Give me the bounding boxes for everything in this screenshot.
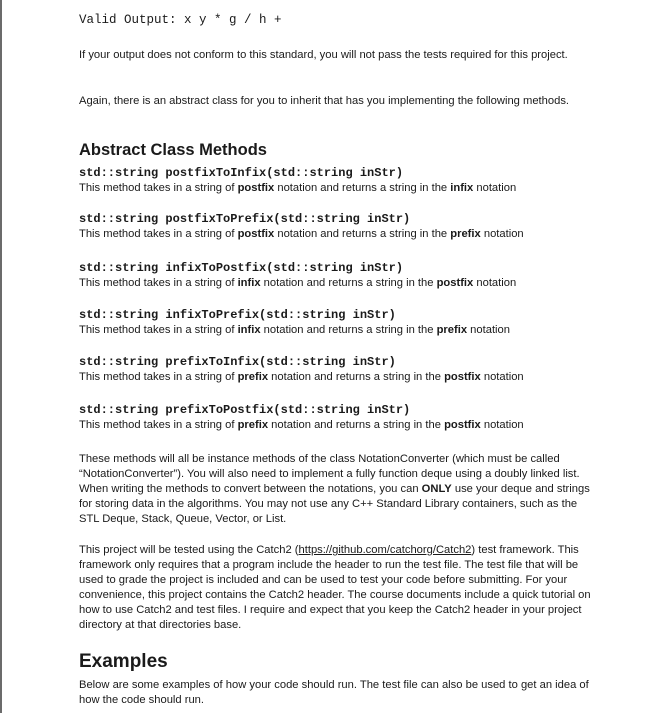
- examples-intro-paragraph: Below are some examples of how your code should run. The test file can also be used to get an idea of how the code should run.: [79, 679, 589, 706]
- method-postfix-to-prefix: [79, 212, 599, 242]
- method-signature: std::string postfixToInfix(std::string inStr): [79, 166, 404, 180]
- catch2-testing-paragraph: This project will be tested using the Catch2 (https://github.com/catchorg/Catch2) test framework. This framework only requires that a program include the header to run the test file. The test file that will be used to grade the project is included and can be used to test your code before submitting. For your convenience, this project contains the Catch2 header. The course documents include a quick tutorial on how to use Catch2 and test files. I require and expect that you keep the Catch2 header in your project directory at that directories base.: [79, 544, 591, 631]
- method-prefix-to-infix: [79, 355, 599, 385]
- method-infix-to-postfix: [79, 261, 599, 291]
- instance-methods-paragraph: These methods will all be instance methods of the class NotationConverter (which must be called “NotationConverter”). You will also need to implement a fully function deque using a doubly linked list. When writing the methods to convert between the notations, you can ONLY use your deque and strings for storing data in the algorithms. You may not use any C++ Standard Library containers, such as the STL Deque, Stack, Queue, Vector, or List.: [79, 453, 590, 525]
- abstract-class-intro-paragraph: Again, there is an abstract class for you to inherit that has you implementing the following methods.: [79, 95, 570, 107]
- method-description: This method takes in a string of infix notation and returns a string in the postfix notation: [79, 277, 517, 289]
- method-description: This method takes in a string of infix notation and returns a string in the prefix notation: [79, 324, 510, 336]
- page-left-border: [0, 0, 2, 713]
- abstract-class-methods-heading: Abstract Class Methods: [79, 141, 267, 159]
- catch2-github-link[interactable]: https://github.com/catchorg/Catch2: [298, 544, 472, 556]
- examples-heading: Examples: [79, 651, 168, 672]
- method-signature: std::string infixToPostfix(std::string inStr): [79, 261, 404, 275]
- method-signature: std::string infixToPrefix(std::string inStr): [79, 308, 396, 322]
- valid-output-example: Valid Output: x y * g / h +: [79, 13, 282, 27]
- method-infix-to-prefix: [79, 308, 599, 338]
- method-signature: std::string postfixToPrefix(std::string inStr): [79, 212, 411, 226]
- conformance-paragraph: If your output does not conform to this standard, you will not pass the tests required for this project.: [79, 49, 568, 61]
- method-description: This method takes in a string of prefix notation and returns a string in the postfix notation: [79, 371, 524, 383]
- method-postfix-to-infix: [79, 166, 599, 196]
- method-description: This method takes in a string of postfix notation and returns a string in the prefix notation: [79, 228, 524, 240]
- method-prefix-to-postfix: [79, 403, 599, 433]
- method-description: This method takes in a string of postfix notation and returns a string in the infix notation: [79, 182, 517, 194]
- method-description: This method takes in a string of prefix notation and returns a string in the postfix notation: [79, 419, 524, 431]
- method-signature: std::string prefixToInfix(std::string inStr): [79, 355, 396, 369]
- method-signature: std::string prefixToPostfix(std::string inStr): [79, 403, 411, 417]
